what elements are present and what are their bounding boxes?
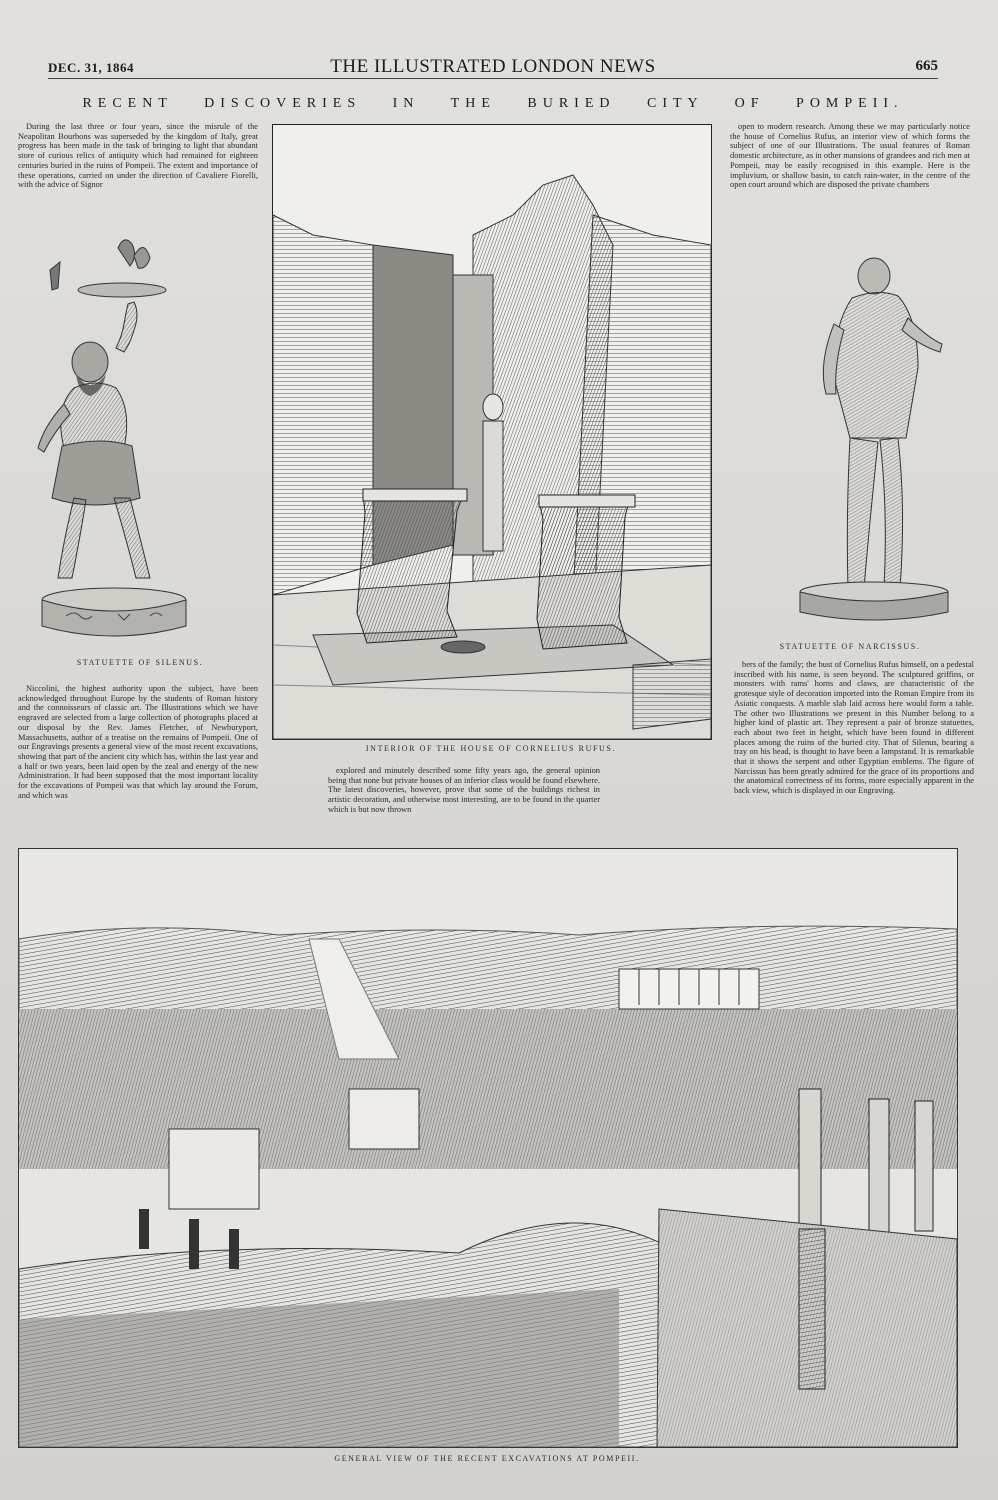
narcissus-statuette-engraving (740, 228, 968, 628)
article-column-1-top (18, 122, 258, 220)
silenus-statuette-engraving (22, 228, 252, 648)
caption-narcissus: STATUETTE OF NARCISSUS. (779, 642, 921, 651)
caption-silenus: STATUETTE OF SILENUS. (76, 658, 204, 667)
masthead (48, 56, 938, 79)
page-number: 665 (915, 58, 938, 74)
article-paragraph: During the last three or four years, since the misrule of the Neapolitan Bourbons was superseded by the kingdom of Italy, great progress has been made in the task of bringing to light that abundant store of curious relics of antiquity which had remained for eighteen centuries buried in the ruins of Pompeii. The extent and importance of these operations, carried on under the direction of Cavaliere Fiorelli, with the advice of Signor (18, 122, 258, 190)
article-column-2-bottom (328, 766, 600, 824)
article-paragraph: open to modern research. Among these we may particularly notice the house of Cornelius Rufus, an interior view of which forms the subject of one of our Illustrations. The usual features of Roman domestic architecture, as in other mansions of grandees and rich men at Pompeii, may be easily recognised in this example. Here is the impluvium, or shallow basin, to catch rain-water, in the centre of the open court around which are disposed the private chambers (730, 122, 970, 190)
cornelius-rufus-interior-engraving (272, 124, 712, 740)
article-paragraph: bers of the family; the bust of Cornelius Rufus himself, on a pedestal inscribed with his name, is seen beyond. The sculptured griffins, or monsters with rams' horns and claws, are characteristic of the grotesque style of decoration imported into the Roman Empire from its Asiatic conquests. A marble slab laid across here would form a table. The other two Illustrations we present in this Number belong to a higher kind of plastic art. They represent a pair of bronze statuettes, each about two feet in height, which have been found in different places among the ruins of the buried city. That of Silenus, bearing a tray on his head, is thought to have been a lampstand. It is remarkable that it shows the serpent and other Egyptian emblems. The figure of Narcissus has been greatly admired for the grace of its proportions and the anatomical correctness of its forms, more especially apparent in the back view, which is displayed in our Engraving. (734, 660, 974, 796)
caption-excavations: GENERAL VIEW OF THE RECENT EXCAVATIONS AT POMPEII. (334, 1454, 640, 1463)
caption-cornelius-rufus: INTERIOR OF THE HOUSE OF CORNELIUS RUFUS. (365, 744, 617, 753)
article-paragraph: explored and minutely described some fifty years ago, the general opinion being that none but private houses of an inferior class would be found elsewhere. The latest discoveries, however, prove that some of the buildings richest in artistic decoration, and otherwise most interesting, are to be found in the quarter which is but now thrown (328, 766, 600, 814)
article-column-3-bottom (734, 660, 974, 826)
newspaper-title: THE ILLUSTRATED LONDON NEWS (330, 56, 656, 77)
article-headline: RECENT DISCOVERIES IN THE BURIED CITY OF POMPEII. (82, 96, 904, 111)
article-paragraph: Niccolini, the highest authority upon the subject, have been acknowledged throughout Europe by the students of Roman history and the connoisseurs of classic art. The Illustrations which we have engraved are selected from a large collection of photographs placed at our disposal by the Rev. James Fletcher, of Newburyport, Massachusetts, author of a treatise on the remains of Pompeii. One of our Engravings presents a general view of the most recent excavations, showing that part of the ancient city which has, within the last year and a half or two years, been laid open by the zeal and energy of the new Administration. It had been supposed that the most important locality for the excavations of Pompeii was that which lay around the Forum, and which was (18, 684, 258, 800)
article-column-3-top (730, 122, 970, 218)
article-column-1-bottom (18, 684, 258, 800)
issue-date: DEC. 31, 1864 (48, 60, 134, 75)
pompeii-excavations-panorama-engraving (18, 848, 958, 1448)
